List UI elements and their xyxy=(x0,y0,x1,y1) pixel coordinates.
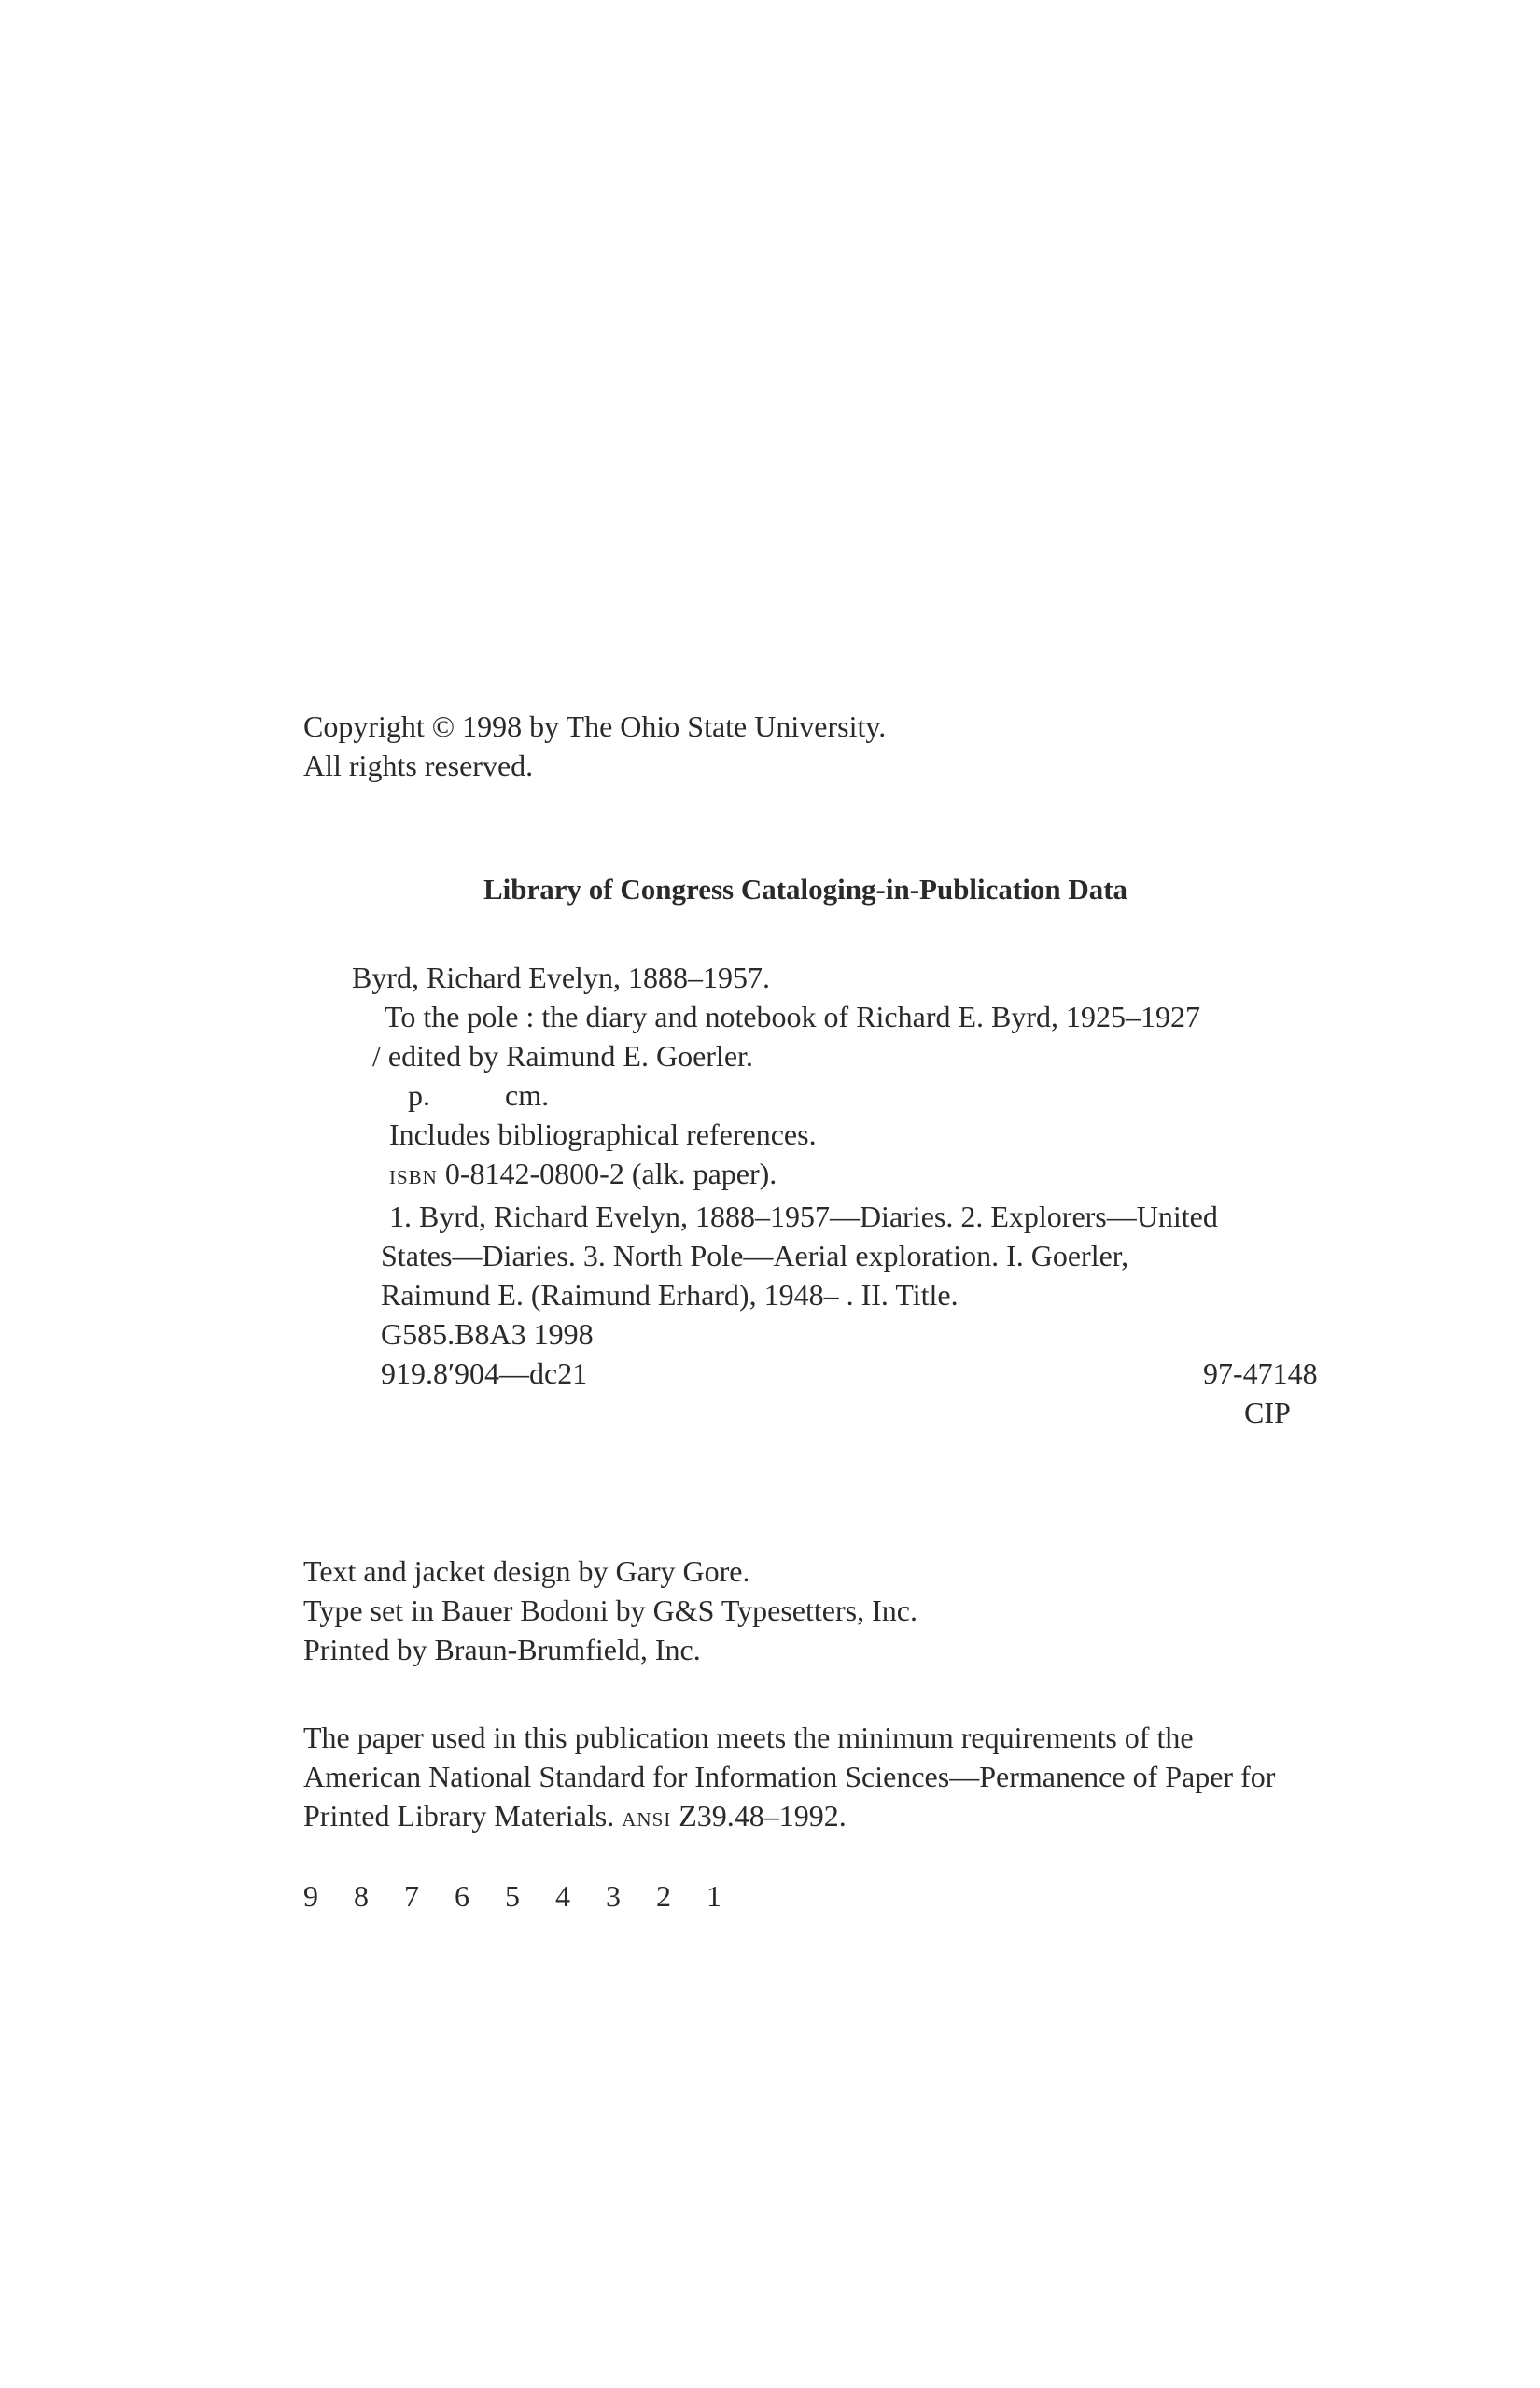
ansi-code: Z39.48–1992. xyxy=(679,1799,847,1833)
paper-notice-line-3 xyxy=(303,1796,1275,1839)
printing-credit: Printed by Braun-Brumfield, Inc. xyxy=(303,1633,701,1666)
cip-isbn-value: 0-8142-0800-2 (alk. paper). xyxy=(444,1157,777,1190)
cip-record xyxy=(352,958,1360,1432)
paper-notice-line-2: American National Standard for Information Sciences—Permanence of Paper for xyxy=(303,1760,1276,1793)
printer-key: 9 8 7 6 5 4 3 2 1 xyxy=(303,1879,722,1913)
cip-isbn-label: ISBN xyxy=(389,1166,438,1188)
copyright-line: Copyright © 1998 by The Ohio State University. xyxy=(303,709,887,743)
cip-lccn: 97-47148 xyxy=(1203,1356,1318,1390)
production-credits xyxy=(303,1552,917,1669)
ansi-label: ANSI xyxy=(622,1808,672,1831)
design-credit: Text and jacket design by Gary Gore. xyxy=(303,1554,750,1588)
cip-pages-cm: cm. xyxy=(505,1078,550,1112)
cip-dewey: 919.8′904—dc21 xyxy=(381,1356,588,1390)
copyright-notice xyxy=(303,707,886,785)
cip-subjects-line-2: States—Diaries. 3. North Pole—Aerial exploration. I. Goerler, xyxy=(381,1239,1129,1272)
cip-lc-class: G585.B8A3 1998 xyxy=(381,1317,594,1351)
paper-notice-text: Printed Library Materials. xyxy=(303,1799,615,1833)
cip-bibliography: Includes bibliographical references. xyxy=(389,1117,817,1151)
cip-title-line-2: / edited by Raimund E. Goerler. xyxy=(372,1039,753,1073)
paper-permanence-notice xyxy=(303,1718,1275,1839)
cip-author: Byrd, Richard Evelyn, 1888–1957. xyxy=(352,961,770,994)
cip-label-row xyxy=(352,1393,1360,1432)
cip-subjects-line-1: 1. Byrd, Richard Evelyn, 1888–1957—Diaries. 2. Explorers—United xyxy=(389,1200,1218,1233)
cip-dewey-row xyxy=(352,1354,1360,1393)
rights-line: All rights reserved. xyxy=(303,749,534,782)
cip-isbn xyxy=(352,1154,1360,1197)
cip-title-line-1: To the pole : the diary and notebook of Richard E. Byrd, 1925–1927 xyxy=(385,1000,1201,1033)
cip-pagination xyxy=(352,1075,1360,1115)
cip-heading: Library of Congress Cataloging-in-Publication Data xyxy=(483,873,1128,906)
paper-notice-line-1: The paper used in this publication meets the minimum requirements of the xyxy=(303,1721,1194,1754)
cip-label: CIP xyxy=(1244,1396,1291,1429)
cip-pages-p: p. xyxy=(408,1078,430,1112)
cip-subjects-line-3: Raimund E. (Raimund Erhard), 1948– . II. Title. xyxy=(381,1278,959,1312)
typesetting-credit: Type set in Bauer Bodoni by G&S Typesetters, Inc. xyxy=(303,1594,917,1627)
